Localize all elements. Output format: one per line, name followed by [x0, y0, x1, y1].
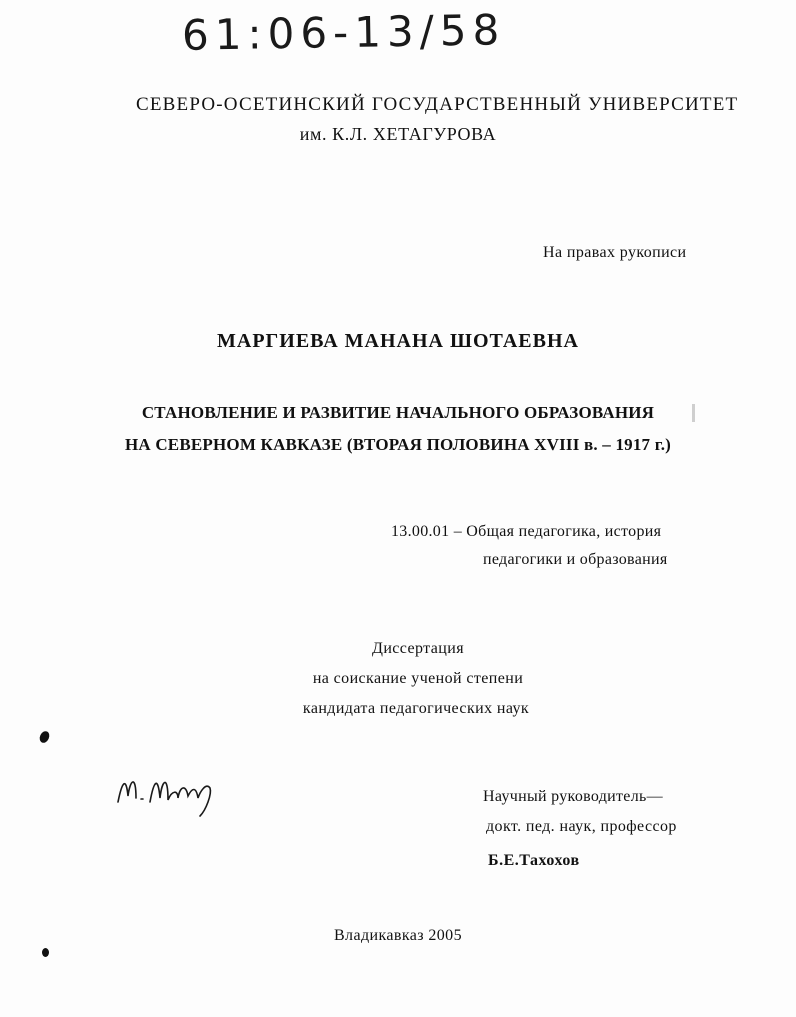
- handwritten-signature: [108, 762, 228, 818]
- author-name: МАРГИЕВА МАНАНА ШОТАЕВНА: [217, 330, 579, 352]
- specialty-line-2: педагогики и образования: [483, 551, 668, 568]
- university-name: СЕВЕРО-ОСЕТИНСКИЙ ГОСУДАРСТВЕННЫЙ УНИВЕРСИТЕТ: [136, 94, 739, 115]
- degree-line-1: на соискание ученой степени: [312, 670, 524, 687]
- university-named-after: им. К.Л. ХЕТАГУРОВА: [299, 124, 497, 144]
- ink-blot: [38, 730, 51, 745]
- ink-dot: [42, 948, 49, 957]
- thesis-title-line-2: НА СЕВЕРНОМ КАВКАЗЕ (ВТОРАЯ ПОЛОВИНА XVIII в. – 1917 г.): [124, 435, 672, 454]
- advisor-name: Б.Е.Тахохов: [488, 852, 580, 869]
- degree-line-2: кандидата педагогических наук: [302, 700, 530, 717]
- handwritten-archive-code: 61:06-13/58: [181, 5, 506, 60]
- place-and-year: Владикавказ 2005: [333, 927, 462, 944]
- thesis-title-line-1: СТАНОВЛЕНИЕ И РАЗВИТИЕ НАЧАЛЬНОГО ОБРАЗОВАНИЯ: [141, 403, 655, 422]
- advisor-role: Научный руководитель—: [483, 788, 663, 805]
- margin-mark: [692, 404, 695, 422]
- dissertation-label: Диссертация: [372, 640, 464, 657]
- advisor-degree: докт. пед. наук, профессор: [486, 818, 677, 835]
- manuscript-note: На правах рукописи: [543, 244, 687, 261]
- specialty-line-1: 13.00.01 – Общая педагогика, история: [391, 523, 662, 540]
